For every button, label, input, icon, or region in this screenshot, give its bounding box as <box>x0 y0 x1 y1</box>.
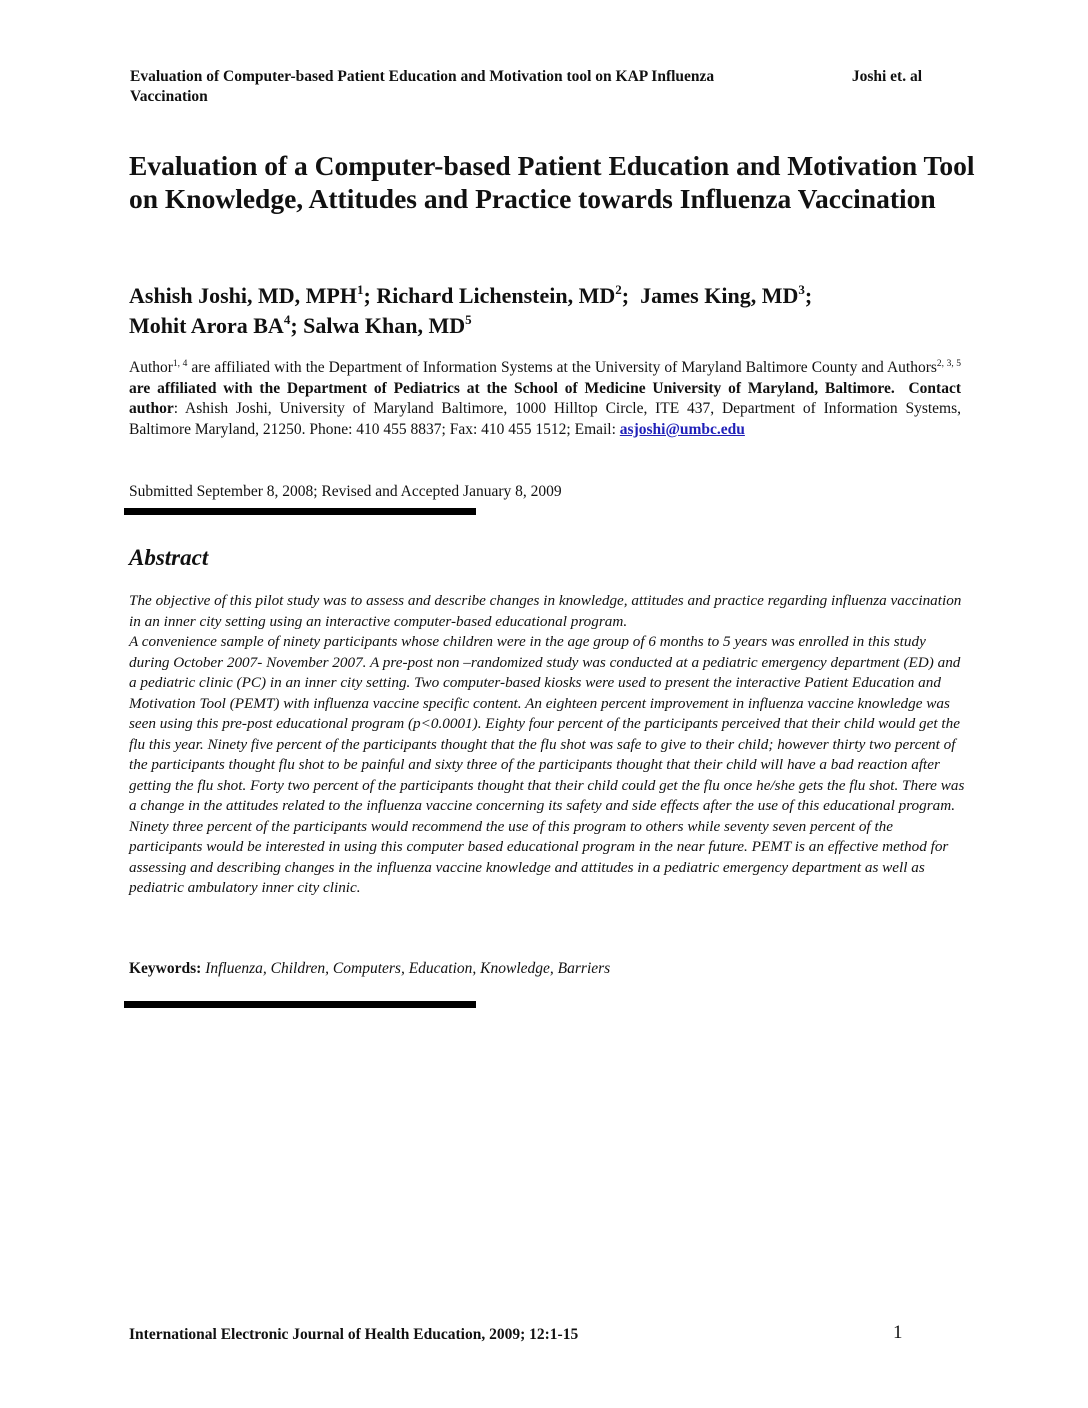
author-separator: ; <box>804 283 813 308</box>
author-name: Ashish Joshi, MD, MPH <box>129 283 357 308</box>
author-separator: ; <box>621 283 641 308</box>
section-divider <box>124 1001 476 1008</box>
page-number: 1 <box>893 1322 903 1343</box>
abstract-paragraph: A convenience sample of ninety participants whose children were in the age group of 6 months to 5 years was enrolled in this study during October 2007- November 2007. A pre-post non –randomized study was conducted at a pediatric emergency department (ED) and a pediatric clinic (PC) in an inner city setting. Two computer-based kiosks were used to present the interactive Patient Education and Motivation Tool (PEMT) with influenza vaccine specific content. An eighteen percent improvement in influenza vaccine knowledge was seen using this pre-post educational program (p<0.0001). Eighty four percent of the participants perceived that their child would get the flu this year. Ninety five percent of the participants thought that the flu shot was safe to give to their child; however thirty two percent of the participants thought flu shot to be painful and sixty three of the participants thought that their child will have a bad reaction after getting the flu shot. Forty two percent of the participants thought that their child could get the flu once he/she gets the flu shot. There was a change in the attitudes related to the influenza vaccine concerning its safety and side effects after the use of this educational program. Ninety three percent of the participants would recommend the use of this program to others while seventy seven percent of the participants would be interested in using this computer based educational program in the near future. PEMT is an effective method for assessing and describing changes in the influenza vaccine knowledge and attitudes in a pediatric emergency department as well as pediatric ambulatory inner city clinic. <box>129 633 965 896</box>
affiliation-text: are affiliated with the Department of Information Systems at the University of Maryland Baltimore County and Authors <box>187 359 937 376</box>
email-link[interactable]: asjoshi@umbc.edu <box>619 420 745 438</box>
footer-journal-citation: International Electronic Journal of Health Education, 2009; 12:1-15 <box>129 1326 579 1343</box>
author-affiliation-sup: 2 <box>615 282 622 297</box>
keywords <box>129 959 610 979</box>
paper-title: Evaluation of a Computer-based Patient Education and Motivation Tool on Knowledge, Attitudes and Practice towards Influenza Vaccination <box>129 150 975 214</box>
author-name: Mohit Arora BA <box>129 313 284 338</box>
keywords-list: Influenza, Children, Computers, Education, Knowledge, Barriers <box>205 960 611 977</box>
abstract-heading: Abstract <box>129 545 209 570</box>
affiliation-author-word: Author <box>129 359 173 376</box>
author-separator: ; <box>363 283 377 308</box>
author-name: Richard Lichenstein, MD <box>376 283 616 308</box>
author-list <box>129 281 1029 341</box>
author-affiliation-sup: 3 <box>798 282 805 297</box>
running-header-authors: Joshi et. al <box>851 68 922 85</box>
keywords-label: Keywords: <box>129 960 202 977</box>
affiliation-sup: 1, 4 <box>172 359 188 369</box>
running-header-title: Evaluation of Computer-based Patient Education and Motivation tool on KAP Influenza Vaccination <box>130 68 715 105</box>
affiliation-pediatrics-text: are affiliated with the Department of Pediatrics at the School of Medicine University of Maryland, Baltimore. <box>129 379 895 397</box>
section-divider <box>124 508 476 515</box>
contact-author-label: Contact author <box>129 379 965 418</box>
running-header <box>130 67 930 107</box>
affiliation-sup: 2, 3, 5 <box>936 359 962 369</box>
abstract-paragraph: The objective of this pilot study was to assess and describe changes in knowledge, attitudes and practice regarding influenza vaccination in an inner city setting using an interactive computer-based educational program. <box>129 592 962 630</box>
abstract-body <box>129 591 969 899</box>
submission-dates: Submitted September 8, 2008; Revised and Accepted January 8, 2009 <box>129 483 562 500</box>
author-name: Salwa Khan, MD <box>303 313 466 338</box>
author-affiliation-sup: 4 <box>283 312 291 327</box>
affiliation-block <box>129 358 965 440</box>
author-affiliation-sup: 1 <box>356 282 364 297</box>
contact-details: : Ashish Joshi, University of Maryland Baltimore, 1000 Hilltop Circle, ITE 437, Department of Information Systems, Baltimore Maryland, 21250. Phone: 410 455 8837; Fax: 410 455 1512; Email: <box>129 400 961 438</box>
author-affiliation-sup: 5 <box>465 312 472 327</box>
author-name: James King, MD <box>640 283 799 308</box>
author-separator: ; <box>290 313 304 338</box>
